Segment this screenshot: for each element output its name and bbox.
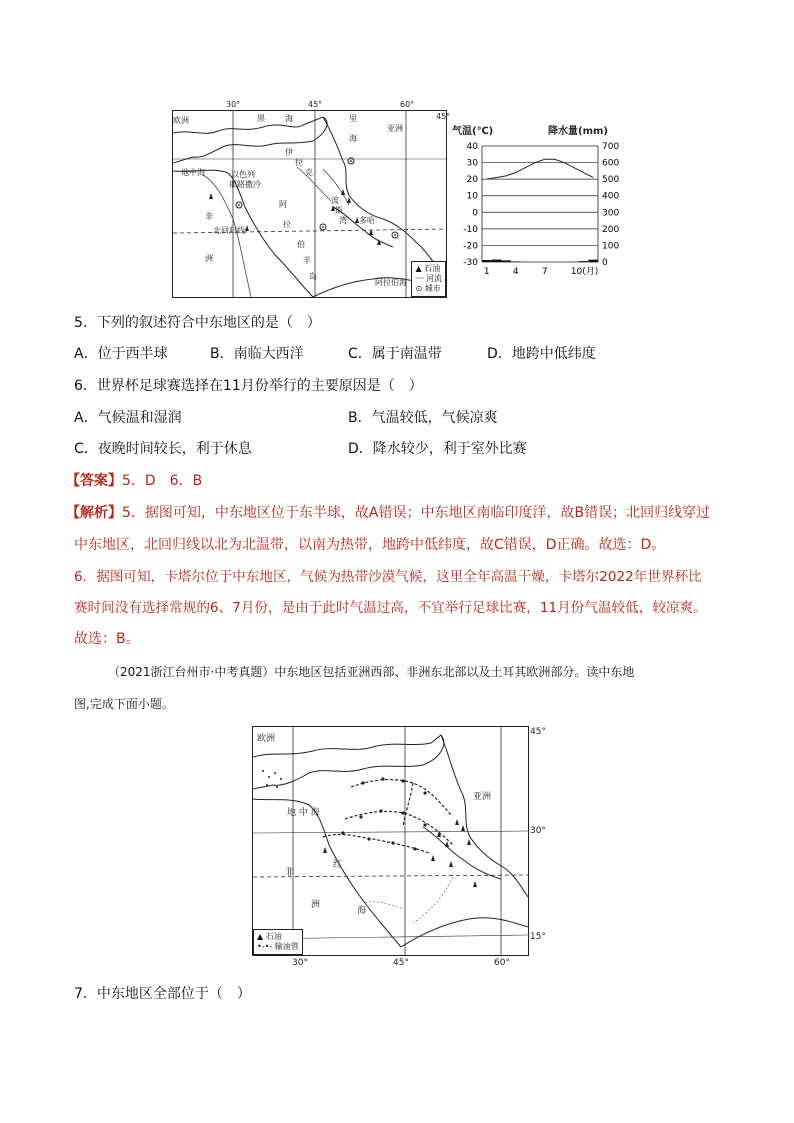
map1-lon-60: 60° (400, 100, 415, 109)
temp-tick-label: 30 (466, 158, 478, 169)
precip-bar (501, 260, 511, 262)
q7-stem: 7．中东地区全部位于（ ） (74, 986, 251, 1002)
map2-lat-45: 45° (530, 727, 546, 737)
middle-east-map-1 (172, 110, 447, 298)
map2-label-red: 红 (333, 860, 343, 870)
precip-bar (492, 260, 502, 262)
temp-tick-label: 10 (466, 191, 478, 202)
precip-tick-label: 500 (602, 175, 620, 186)
q6-option-c: C．夜晚时间较长，利于休息 (74, 441, 252, 457)
map1-label-iraq-3: 克 (305, 168, 313, 177)
map2-legend (253, 929, 303, 955)
map1-label-arabia-5: 岛 (309, 272, 317, 281)
analysis-tag: 【解析】 (66, 505, 122, 521)
precip-tick-label: 0 (602, 258, 608, 268)
map1-label-iraq-1: 伊 (285, 148, 293, 157)
answer-tag: 【答案】 (66, 473, 122, 489)
map1-label-arabia-1: 阿 (279, 200, 287, 209)
map1-label-arabia-4: 半 (303, 256, 311, 265)
map2-label-sea: 海 (357, 906, 367, 916)
map1-label-wan: 湾 (339, 216, 347, 225)
map1-label-mediterranean: 地中海 (181, 168, 205, 177)
map2-label-africa-1: 非 (285, 868, 295, 878)
precip-bar (579, 261, 589, 262)
q5-option-c: C．属于南温带 (348, 346, 442, 362)
q5-option-a: A．位于西半球 (74, 346, 168, 362)
legend-oil: ▲ 石油 (415, 264, 441, 273)
answer-line (66, 471, 202, 491)
map2-label-africa-2: 洲 (311, 900, 321, 910)
precip-tick-label: 700 (602, 142, 620, 152)
q6-option-b: B．气温较低，气候凉爽 (348, 410, 498, 426)
map1-label-black-sea-2: 海 (285, 114, 293, 123)
map1-lon-30: 30° (226, 100, 241, 109)
map1-label-black-sea-1: 黑 (257, 114, 265, 123)
map1-label-doha: 多哈 (359, 216, 375, 225)
precip-bar (482, 260, 492, 262)
month-tick-label: 7 (541, 267, 548, 277)
map1-label-arabia-3: 伯 (297, 240, 305, 249)
map1-label-jerusalem: 耶路撒冷 (229, 180, 261, 189)
middle-east-map-2 (252, 726, 529, 956)
map1-label-caspian-2: 海 (349, 134, 357, 143)
map1-label-tropic: 北回归线 (213, 226, 245, 235)
climate-chart (448, 118, 632, 278)
precip-tick-label: 200 (602, 224, 620, 235)
map2-label-mediterranean: 地 中 海 (287, 808, 320, 818)
map2-lat-30: 30° (530, 826, 546, 836)
intro-line-2: 图,完成下面小题。 (74, 697, 174, 711)
precip-tick-label: 100 (602, 241, 620, 252)
map1-label-africa-2: 洲 (205, 254, 213, 263)
precip-tick-label: 600 (602, 158, 620, 169)
legend-river: 〰 河流 (415, 274, 442, 283)
analysis-line-1 (66, 503, 710, 523)
analysis-line-4: 赛时间没有选择常规的6、7月份，是由于此时气温过高，不宜举行足球比赛，11月份气温较低，较凉爽。 (74, 600, 707, 616)
map1-legend (411, 261, 446, 297)
map2-label-asia: 亚洲 (473, 792, 492, 802)
legend-pipeline: •-•- 输油管 (257, 942, 299, 951)
analysis-line-5: 故选：B。 (74, 631, 140, 647)
map1-label-arabia-2: 拉 (283, 220, 291, 229)
temp-tick-label: 20 (466, 175, 478, 186)
map1-label-si: 斯 (335, 206, 343, 215)
precip-tick-label: 400 (602, 191, 620, 202)
climate-chart-plot (448, 138, 632, 278)
map1-label-asia: 亚洲 (387, 124, 403, 133)
map1-label-iraq-2: 拉 (295, 158, 303, 167)
precip-axis-title: 降水量(mm) (548, 126, 608, 137)
month-tick-label: 4 (512, 267, 519, 277)
map2-label-europe: 欧洲 (257, 734, 276, 744)
map1-label-israel: 以色列 (231, 170, 255, 179)
precip-bar (588, 260, 598, 262)
map1-label-africa-1: 非 (205, 212, 213, 221)
map1-lat-45: 45° (436, 112, 451, 121)
q5-option-d: D．地跨中低纬度 (487, 346, 596, 362)
legend-oil-2: ▲ 石油 (257, 932, 282, 941)
q6-option-d: D．降水较少，利于室外比赛 (348, 441, 527, 457)
analysis-line-3: 6．据图可知，卡塔尔位于中东地区，气候为热带沙漠气候，这里全年高温干燥，卡塔尔2022年世界杯比 (74, 569, 702, 585)
precip-tick-label: 300 (602, 208, 620, 219)
analysis-text-1: 5．据图可知，中东地区位于东半球，故A错误；中东地区南临印度洋，故B错误；北回归线穿过 (122, 505, 711, 521)
map-1-drawing (173, 111, 446, 297)
month-tick-label: 10(月) (570, 267, 599, 277)
temp-tick-label: -10 (463, 224, 478, 235)
answer-text: 5．D 6．B (122, 473, 203, 489)
temp-tick-label: -30 (463, 258, 478, 268)
month-tick-label: 1 (483, 267, 490, 277)
map1-label-caspian-1: 里 (349, 114, 357, 123)
map2-lon-45: 45° (393, 958, 409, 968)
temp-axis-title: 气温(℃) (452, 126, 494, 137)
map-2-drawing (253, 727, 528, 955)
intro-line-1: （2021浙江台州市·中考真题）中东地区包括亚洲西部、非洲东北部以及土耳其欧洲部分。读中东地 (108, 665, 635, 679)
q5-stem: 5．下列的叙述符合中东地区的是（ ） (74, 315, 321, 331)
analysis-line-2: 中东地区，北回归线以北为北温带，以南为热带，地跨中低纬度，故C错误，D正确。故选：D。 (74, 537, 666, 553)
q6-stem: 6．世界杯足球赛选择在11月份举行的主要原因是（ ） (74, 378, 423, 394)
temp-tick-label: 40 (466, 142, 478, 152)
q5-option-b: B．南临大西洋 (210, 346, 304, 362)
map2-lon-60: 60° (494, 958, 510, 968)
temp-tick-label: -20 (463, 241, 478, 252)
map1-label-arabian-sea: 阿拉伯海 (375, 278, 407, 287)
map1-label-europe: 欧洲 (173, 116, 189, 125)
q6-option-a: A．气候温和湿润 (74, 410, 182, 426)
map2-lon-30: 30° (292, 958, 308, 968)
map1-label-bo: 波 (331, 196, 339, 205)
map2-lat-15: 15° (530, 932, 546, 942)
legend-city: ⊙ 城市 (415, 284, 441, 293)
temp-tick-label: 0 (472, 208, 478, 219)
map1-lon-45: 45° (308, 100, 323, 109)
